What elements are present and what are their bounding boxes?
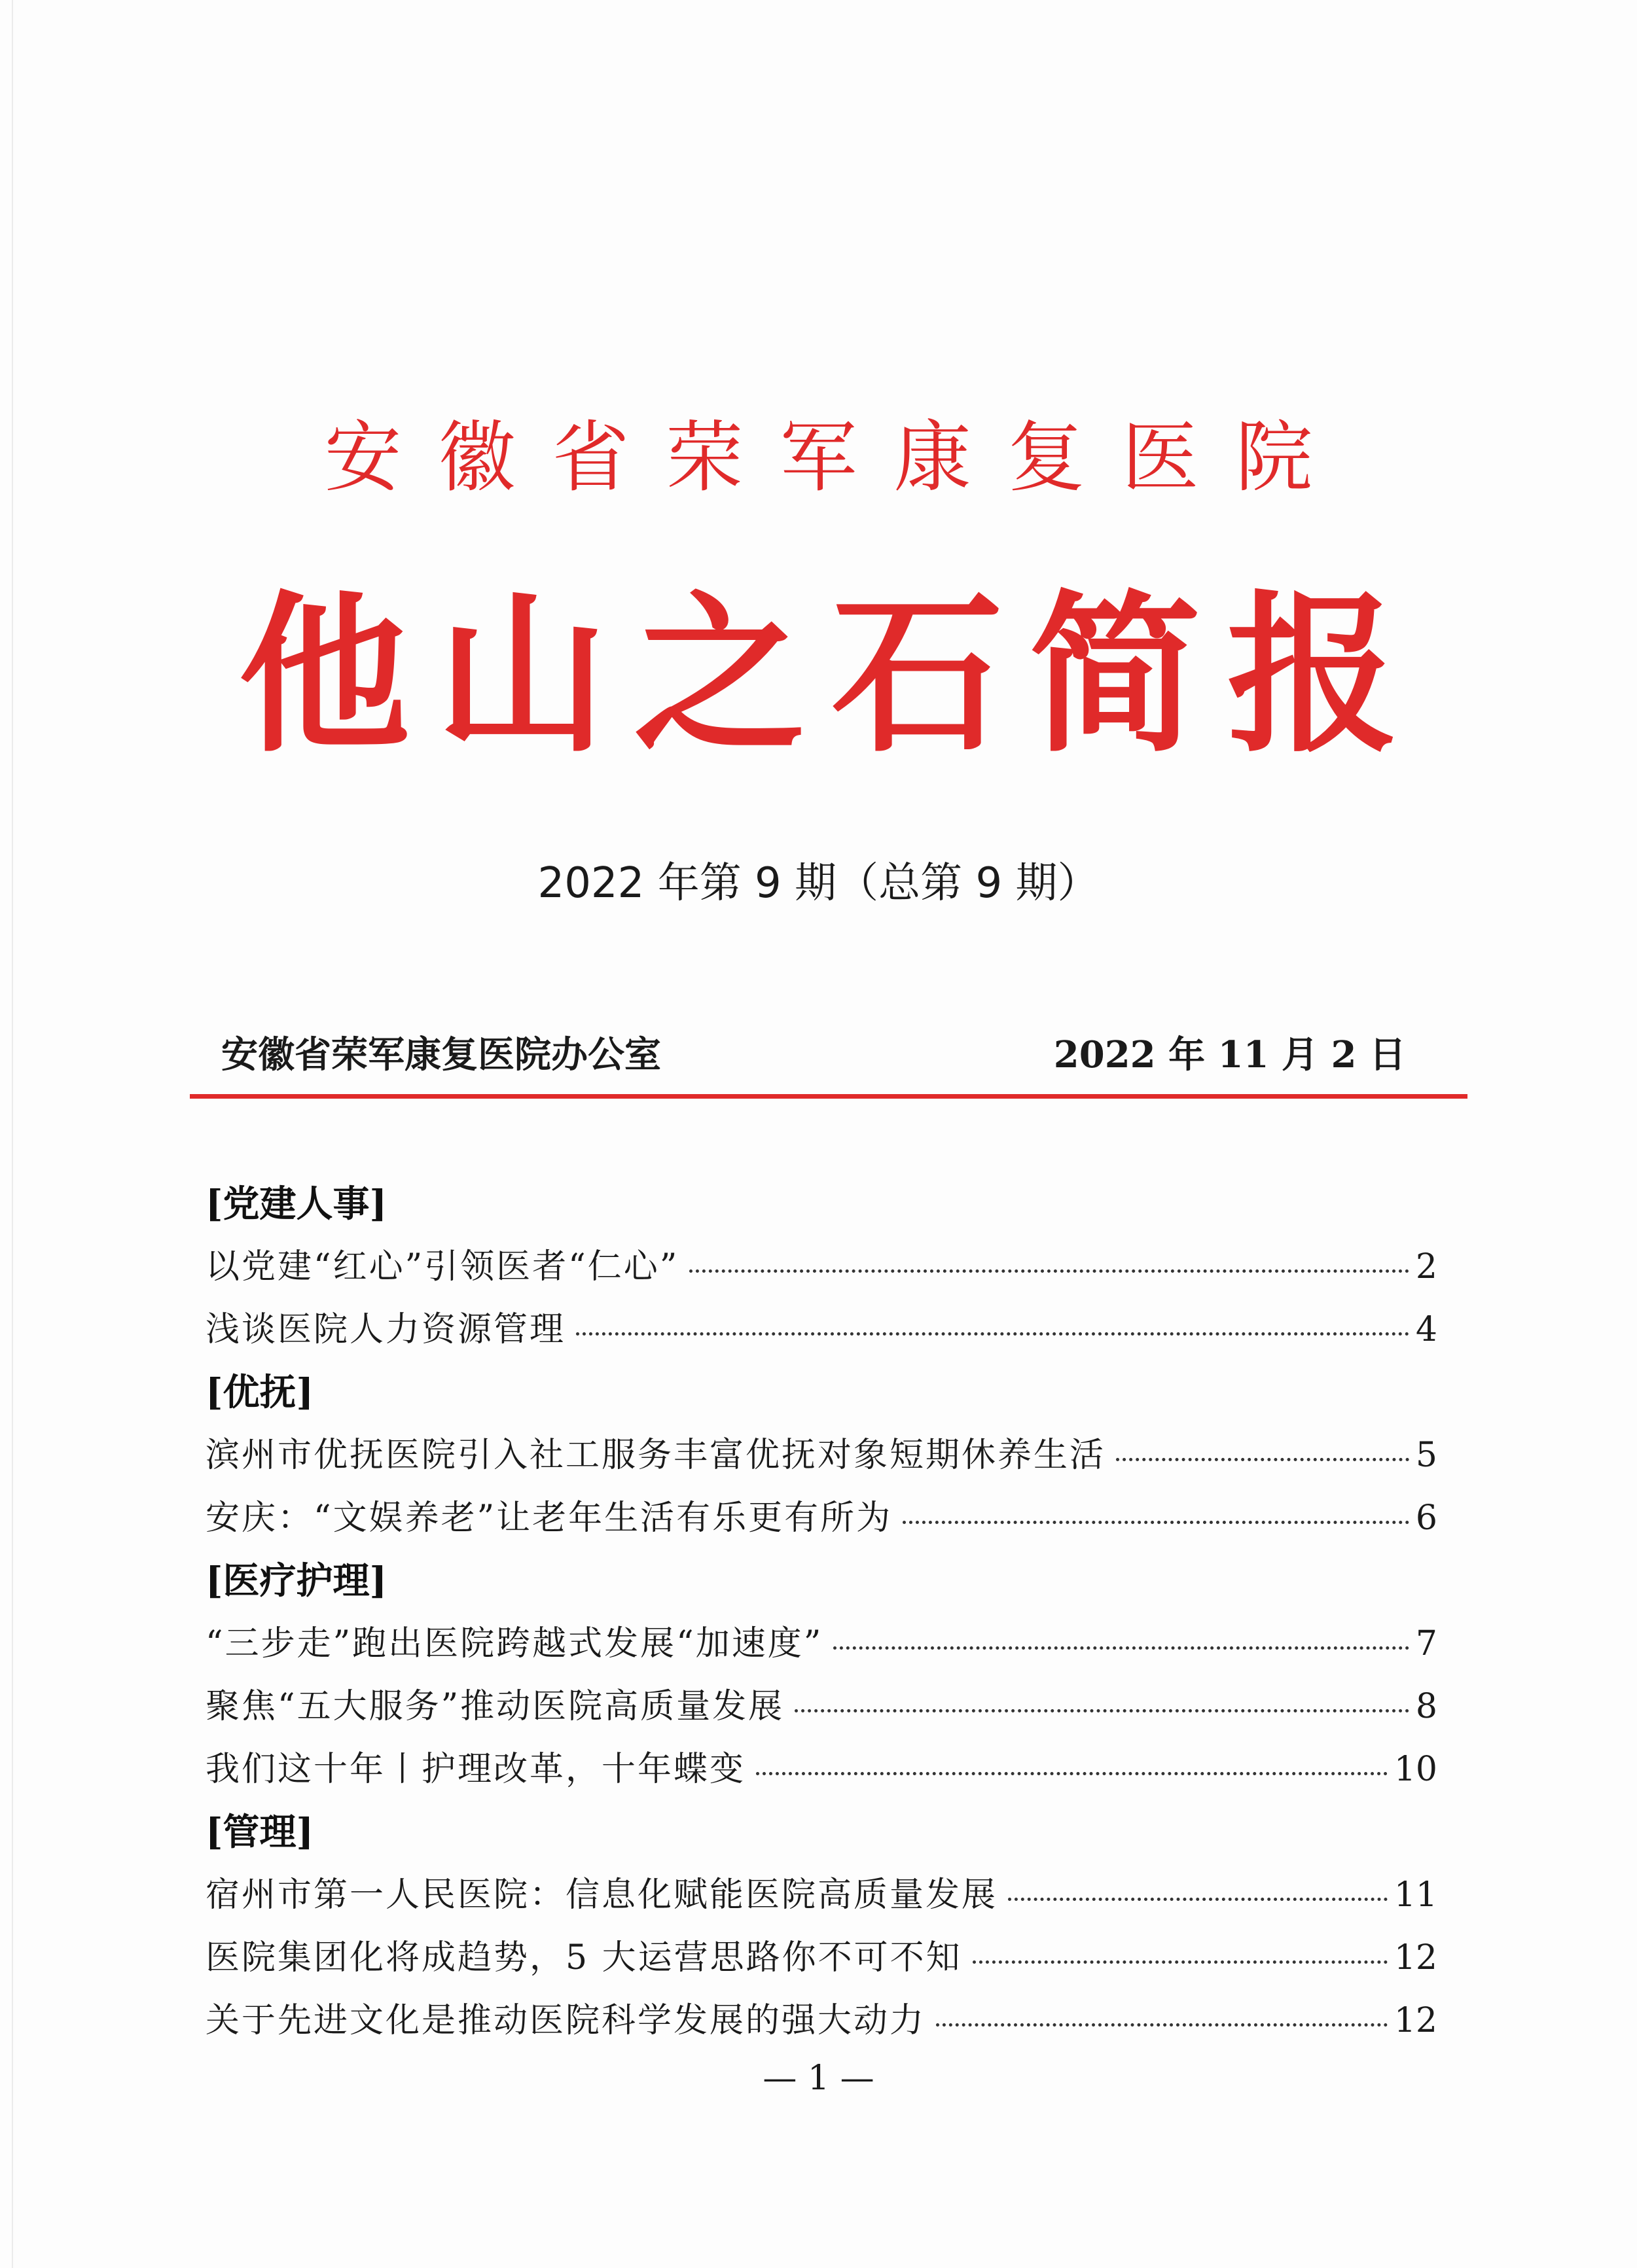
toc-entry[interactable] <box>206 1926 1437 1989</box>
dot-leader <box>576 1332 1409 1336</box>
toc-section-heading: [医疗护理] <box>206 1559 387 1603</box>
toc-entry[interactable] <box>206 1738 1437 1801</box>
toc-entry-page: 5 <box>1415 1436 1437 1475</box>
toc-entry-title: 关于先进文化是推动医院科学发展的强大动力 <box>206 2001 926 2040</box>
dot-leader <box>689 1269 1409 1273</box>
issue-number: 2022 年第 9 期（总第 9 期） <box>537 859 1100 908</box>
toc-entry-title: 聚焦“五大服务”推动医院高质量发展 <box>206 1687 785 1726</box>
toc-entry-page: 12 <box>1394 1938 1437 1977</box>
toc-entry[interactable] <box>206 1989 1437 2052</box>
toc-entry-title: 以党建“红心”引领医者“仁心” <box>206 1247 679 1286</box>
table-of-contents <box>206 1173 1437 2052</box>
dot-leader <box>903 1521 1409 1524</box>
toc-entry-title: 宿州市第一人民医院：信息化赋能医院高质量发展 <box>206 1875 998 1915</box>
dot-leader <box>795 1709 1409 1712</box>
toc-entry[interactable] <box>206 1424 1437 1487</box>
toc-entry[interactable] <box>206 1612 1437 1675</box>
toc-entry-page: 6 <box>1415 1498 1437 1538</box>
toc-entry-title: 我们这十年丨护理改革，十年蝶变 <box>206 1750 746 1789</box>
hospital-name: 安徽省荣军康复医院 <box>324 412 1350 503</box>
toc-entry[interactable] <box>206 1864 1437 1926</box>
dot-leader <box>936 2023 1388 2027</box>
dot-leader <box>1116 1458 1409 1461</box>
toc-entry-page: 7 <box>1415 1624 1437 1663</box>
page-number: — 1 — <box>763 2059 874 2098</box>
toc-entry-title: 浅谈医院人力资源管理 <box>206 1310 566 1349</box>
scan-edge-line <box>12 0 13 2268</box>
toc-entry-page: 8 <box>1415 1687 1437 1726</box>
dot-leader <box>756 1772 1388 1775</box>
toc-section-heading: [管理] <box>206 1811 314 1854</box>
toc-entry-page: 10 <box>1394 1750 1437 1789</box>
red-divider-rule <box>190 1094 1467 1099</box>
dot-leader <box>1008 1898 1388 1901</box>
toc-entry-page: 11 <box>1394 1875 1437 1915</box>
toc-entry-title: 医院集团化将成趋势，5 大运营思路你不可不知 <box>206 1938 962 1977</box>
toc-section-heading: [党建人事] <box>206 1182 387 1226</box>
toc-entry-title: “三步走”跑出医院跨越式发展“加速度” <box>206 1624 823 1663</box>
issuing-office: 安徽省荣军康复医院办公室 <box>221 1033 661 1076</box>
dot-leader <box>973 1960 1388 1964</box>
issue-date: 2022 年 11 月 2 日 <box>1053 1033 1406 1076</box>
toc-entry-page: 2 <box>1415 1247 1437 1286</box>
toc-entry[interactable] <box>206 1298 1437 1361</box>
toc-entry-title: 安庆：“文娱养老”让老年生活有乐更有所为 <box>206 1498 893 1538</box>
toc-entry[interactable] <box>206 1235 1437 1298</box>
toc-entry[interactable] <box>206 1487 1437 1550</box>
toc-entry-page: 12 <box>1394 2001 1437 2040</box>
bulletin-title: 他山之石简报 <box>238 574 1425 775</box>
toc-section-heading: [优抚] <box>206 1371 314 1414</box>
publication-meta-row <box>195 1029 1452 1081</box>
toc-entry[interactable] <box>206 1675 1437 1738</box>
toc-entry-title: 滨州市优抚医院引入社工服务丰富优抚对象短期休养生活 <box>206 1436 1106 1475</box>
dot-leader <box>833 1646 1409 1650</box>
toc-entry-page: 4 <box>1415 1310 1437 1349</box>
